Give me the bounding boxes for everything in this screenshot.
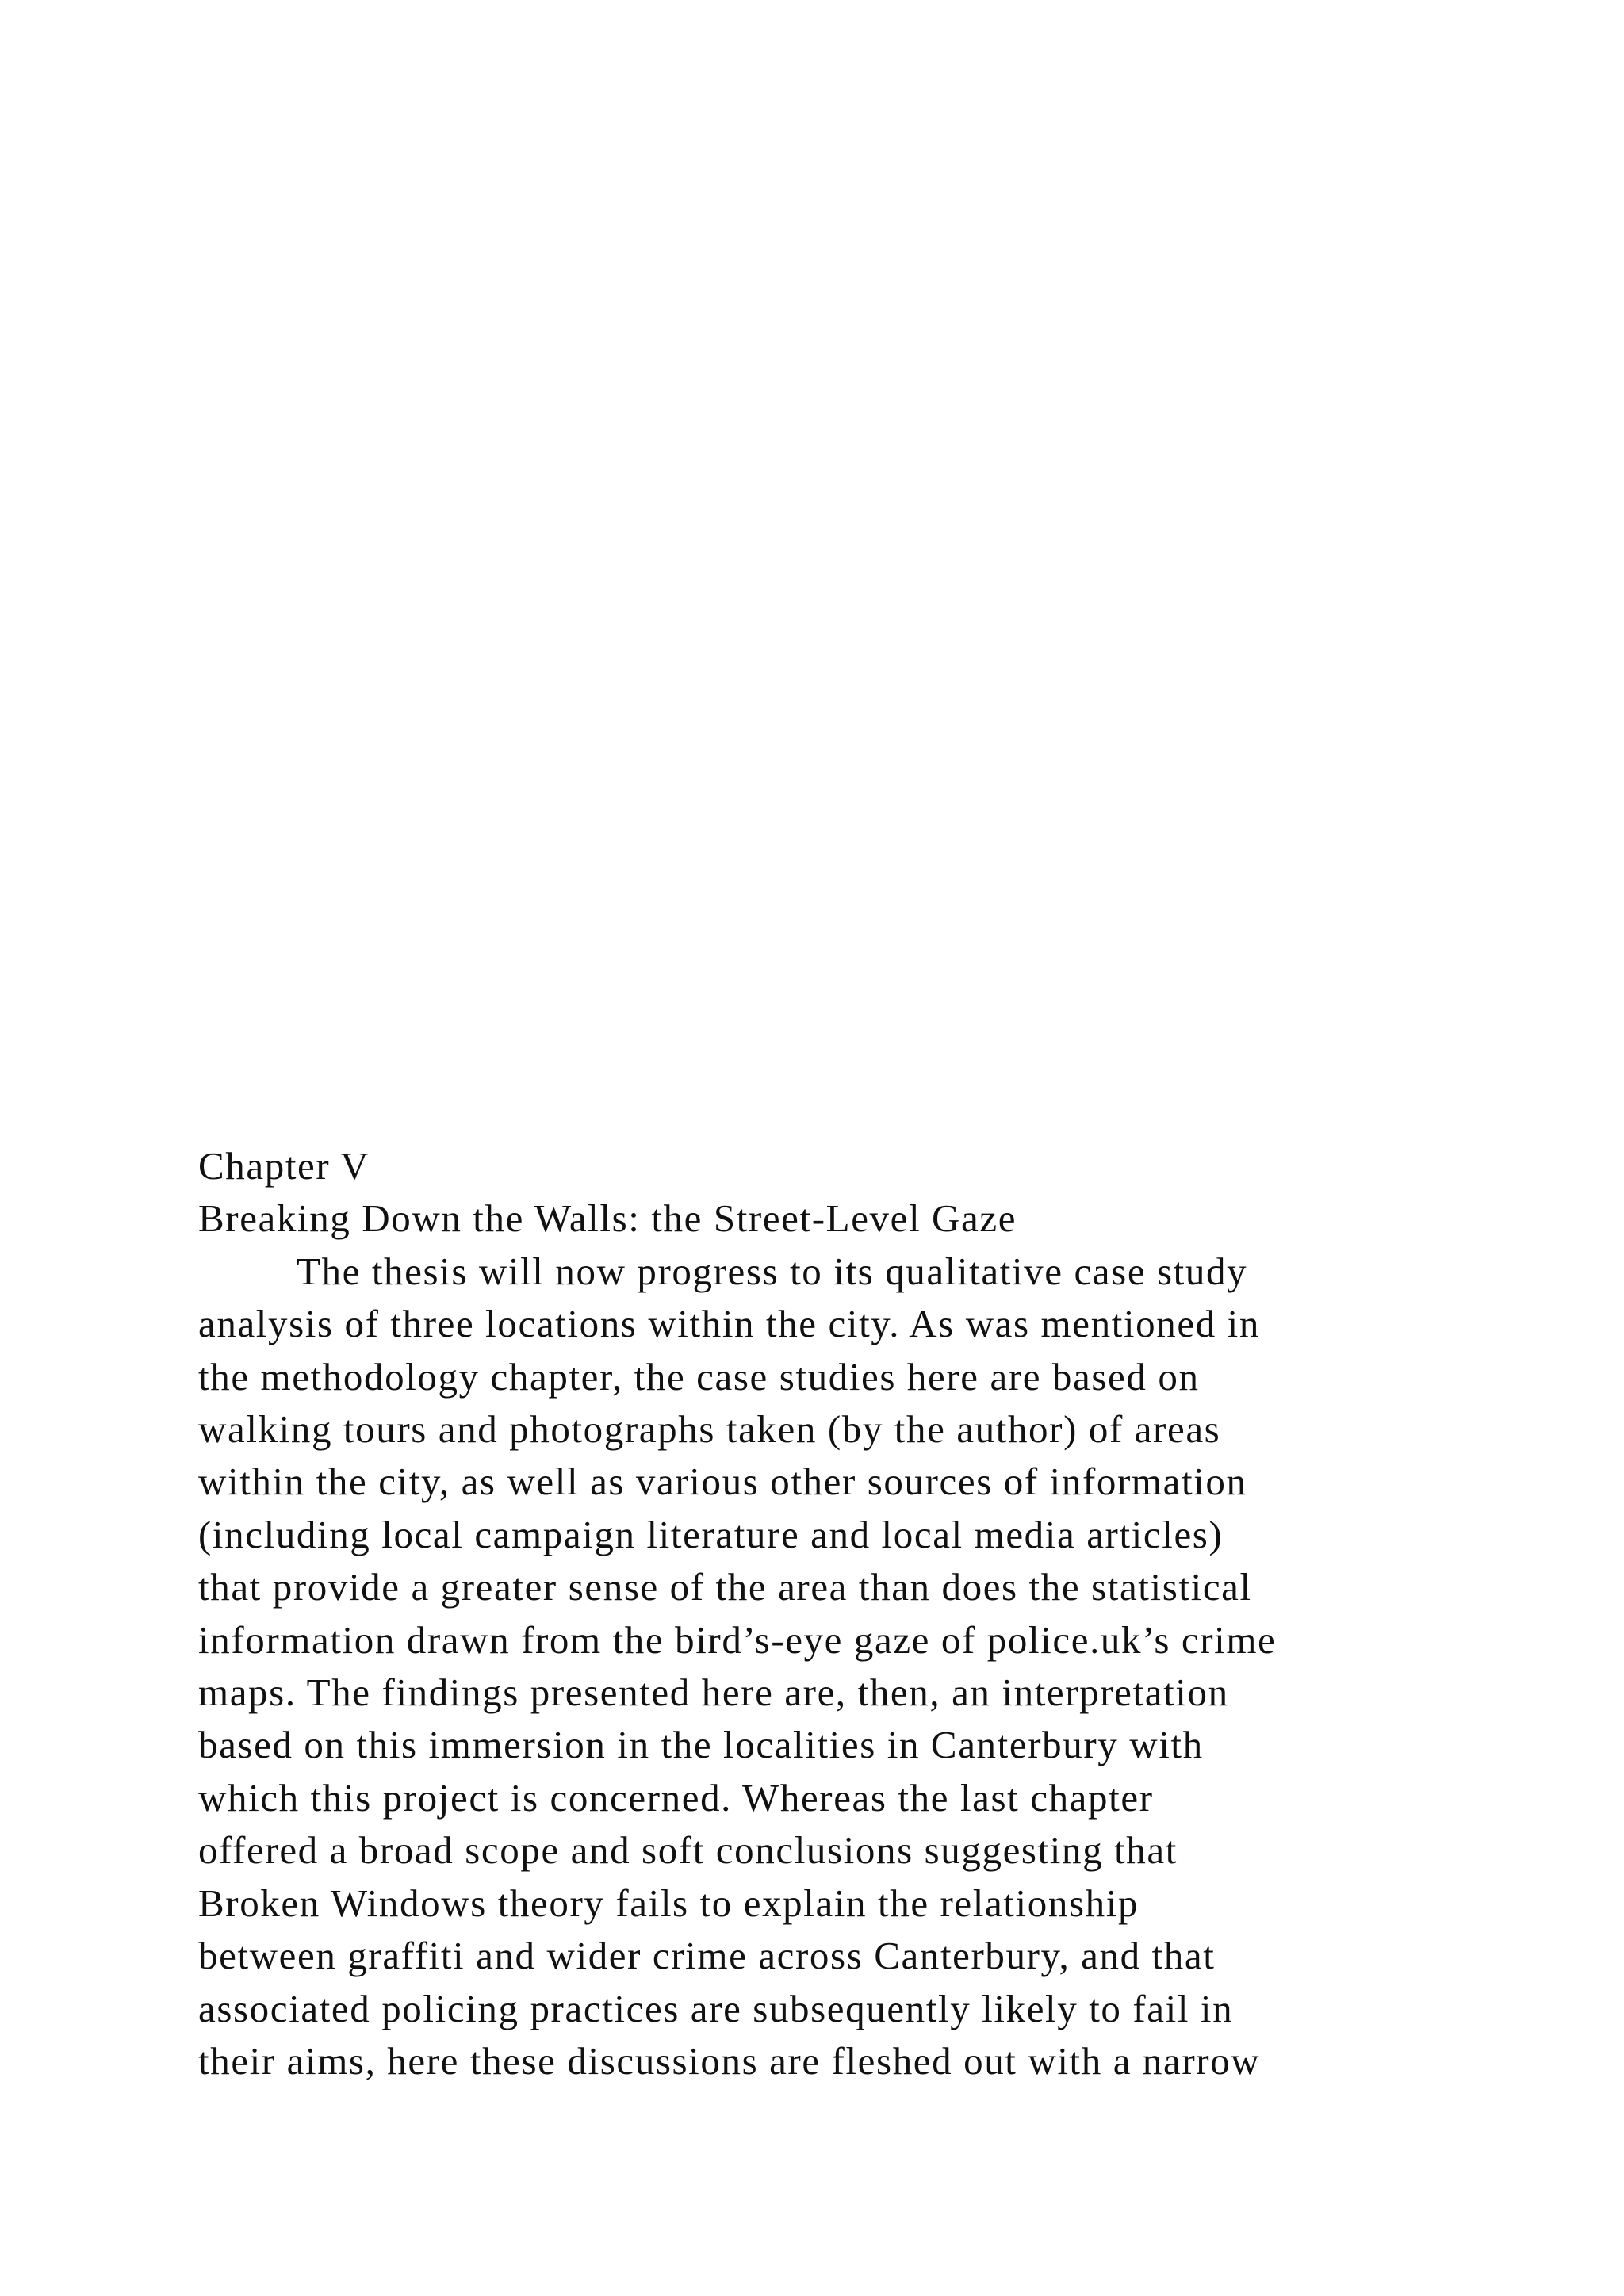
paragraph-line: (including local campaign literature and local media articles)	[198, 1512, 1224, 1556]
paragraph-line: analysis of three locations within the city. As was mentioned in	[198, 1302, 1260, 1346]
paragraph-line: their aims, here these discussions are fleshed out with a narrow	[198, 2038, 1261, 2083]
paragraph-line: information drawn from the bird’s-eye gaze of police.uk’s crime	[198, 1617, 1277, 1662]
paragraph-line: that provide a greater sense of the area than does the statistical	[198, 1565, 1252, 1609]
paragraph-line: offered a broad scope and soft conclusions suggesting that	[198, 1828, 1178, 1873]
paragraph-line: between graffiti and wider crime across Canterbury, and that	[198, 1934, 1216, 1978]
paragraph-line: Broken Windows theory fails to explain the relationship	[198, 1881, 1139, 1925]
paragraph-line: within the city, as well as various other sources of information	[198, 1460, 1247, 1504]
chapter-title: Breaking Down the Walls: the Street-Level Gaze	[198, 1196, 1017, 1241]
chapter-label: Chapter V	[198, 1144, 370, 1188]
body-text	[198, 1140, 1515, 2087]
paragraph-line: associated policing practices are subsequently likely to fail in	[198, 1986, 1234, 2030]
paragraph-line: The thesis will now progress to its qualitative case study	[297, 1249, 1248, 1293]
paragraph-line: based on this immersion in the localities in Canterbury with	[198, 1723, 1204, 1767]
paragraph-line: walking tours and photographs taken (by the author) of areas	[198, 1407, 1221, 1452]
paragraph-line: the methodology chapter, the case studies here are based on	[198, 1354, 1200, 1399]
paragraph-line: which this project is concerned. Whereas the last chapter	[198, 1775, 1154, 1820]
paragraph-line: maps. The findings presented here are, then, an interpretation	[198, 1670, 1229, 1715]
